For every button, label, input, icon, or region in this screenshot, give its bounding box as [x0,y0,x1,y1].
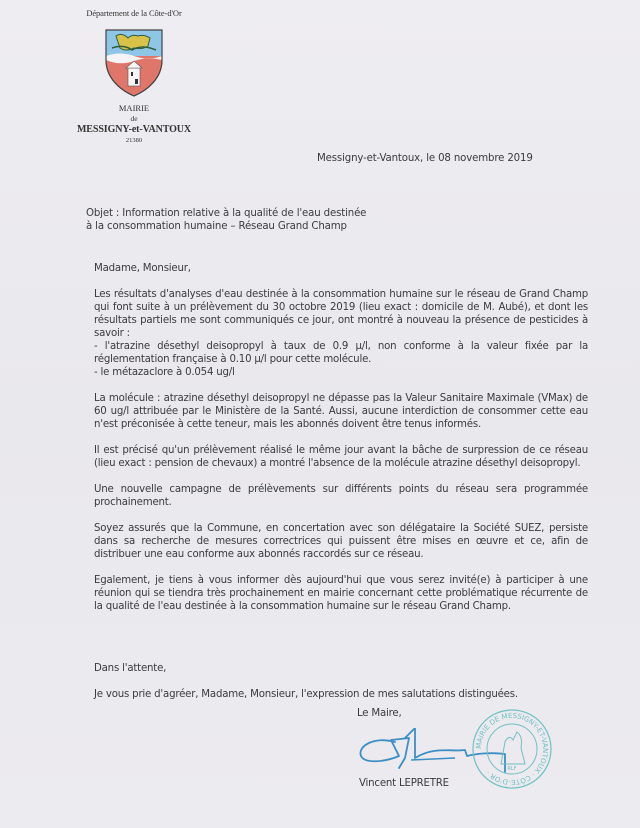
subject-line-1: Objet : Information relative à la qualité de l'eau destinée [86,208,367,219]
closing-formula: Je vous prie d'agréer, Madame, Monsieur, l'expression de mes salutations distinguées. [94,689,518,700]
paragraph-suez: Soyez assurés que la Commune, en concertation avec son délégataire la Société SUEZ, persiste dans sa recherche de mesures correctrices qui puissent être mises en œuvre et ce, afin de distribuer une eau conforme aux abonnés raccordés sur ce réseau. [94,523,588,560]
closing-waiting: Dans l'attente, [94,663,167,674]
paragraph-second-sample: Il est précisé qu'un prélèvement réalisé le même jour avant la bâche de surpression de ce réseau (lieu exact : pension de chevaux) a montré l'absence de la molécule atrazine désethyl deisopropyl. [94,445,588,469]
official-stamp-icon [471,708,553,790]
coat-of-arms-icon [102,26,166,98]
letterhead [64,8,204,144]
salutation: Madame, Monsieur, [94,263,191,274]
paragraph-meeting: Egalement, je tiens à vous informer dès aujourd'hui que vous serez invité(e) à participer à une réunion qui se tiendra très prochainement en mairie concernant cette problématique récurrente de la qualité de l'eau destinée à la consommation humaine sur le réseau Grand Champ. [94,575,588,612]
results-intro: Les résultats d'analyses d'eau destinée à la consommation humaine sur le réseau de Grand Champ qui font suite à un prélèvement du 30 octobre 2019 (lieu exact : domicile de M. Aubé), et dont les résultats partiels me sont communiqués ce jour, ont montré à nouveau la présence de pesticides à savoir : [94,289,588,339]
results-item-metazaclore: - le métazaclore à 0.054 ug/l [94,367,235,378]
department-label: Département de la Côte-d'Or [86,8,182,18]
subject-line-2: à la consommation humaine – Réseau Grand Champ [86,221,347,232]
town-name: MESSIGNY-et-VANTOUX [76,124,192,135]
paragraph-results [94,288,588,379]
letter-body [94,262,588,626]
signer-title: Le Maire, [357,708,402,719]
subject-block [86,207,366,233]
mairie-label: MAIRIE [118,103,150,113]
results-item-atrazine: - l'atrazine désethyl deisopropyl à taux de 0.9 µ/l, non conforme à la valeur fixée par la réglementation française à 0.10 µ/l pour cette molécule. [94,341,588,365]
date-line: Messigny-et-Vantoux, le 08 novembre 2019 [317,153,533,164]
de-label: de [130,114,138,123]
postal-code: 21380 [125,137,143,144]
svg-text:MAIRIE DE MESSIGNY-ET-VANTOUX: MAIRIE DE MESSIGNY-ET-VANTOUX · CÔTE-D'OR · [474,711,550,787]
paragraph-vmax: La molécule : atrazine désethyl deisopropyl ne dépasse pas la Valeur Sanitaire Maximale (VMax) de 60 ug/l attribuée par le Ministère de la Santé. Aussi, aucune interdiction de consommer cette eau n'est préconisée à cette teneur, mais les abonnés doivent être tenus informés. [94,393,588,430]
signer-name: Vincent LEPRETRE [359,778,449,789]
paragraph-new-campaign: Une nouvelle campagne de prélèvements sur différents points du réseau sera programmée prochainement. [94,484,588,508]
svg-text:RLF: RLF [507,766,517,772]
